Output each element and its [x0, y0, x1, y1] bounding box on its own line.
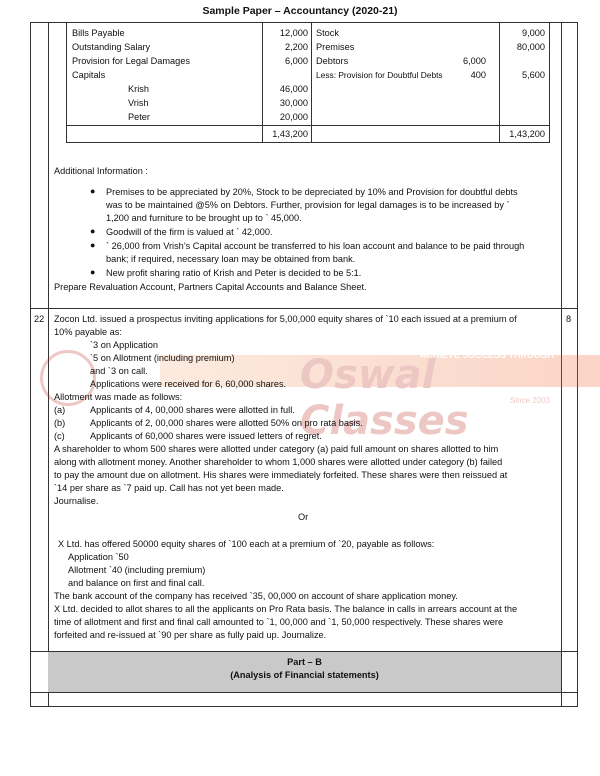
category-label: (b) [54, 418, 66, 428]
part-b-subtitle: (Analysis of Financial statements) [230, 670, 379, 680]
watermark-brand: Oswal Classes [300, 352, 469, 444]
category-label: (c) [54, 431, 65, 441]
total-assets: 1,43,200 [509, 129, 545, 139]
part-b-title: Part – B [287, 657, 322, 667]
question-text: forfeited and re-issued at `90 per share as fully paid up. Journalize. [54, 630, 327, 640]
question-text: Allotment was made as follows: [54, 392, 183, 402]
liability-amount: 2,200 [285, 42, 308, 52]
frame-left [30, 22, 31, 706]
frame-qno-divider [48, 22, 49, 706]
liability-amount: 6,000 [285, 56, 308, 66]
question-text: A shareholder to whom 500 shares were allotted under category (a) paid full amount on shares allotted to him [54, 444, 499, 454]
liability-label: Provision for Legal Damages [72, 56, 190, 66]
partner-name: Vrish [128, 98, 149, 108]
provision-inner-amount: 400 [470, 70, 486, 80]
frame-marks-divider [561, 22, 562, 706]
category-text: Applicants of 4, 00,000 shares were allotted in full. [90, 405, 295, 415]
info-text: Premises to be appreciated by 20%, Stock to be depreciated by 10% and Provision for doubtful debts [106, 187, 518, 197]
question-text: along with allotment money. Another shareholder to whom 1,000 shares were allotted under category (b) failed [54, 457, 503, 467]
category-text: Applicants of 2, 00,000 shares were allotted 50% on pro rata basis. [90, 418, 363, 428]
question-text: Zocon Ltd. issued a prospectus inviting applications for 5,00,000 equity shares of `10 each issued at a premium of [54, 314, 517, 324]
payment-line: and balance on first and final call. [68, 578, 205, 588]
partner-name: Krish [128, 84, 149, 94]
partner-capital: 20,000 [279, 112, 308, 122]
category-label: (a) [54, 405, 66, 415]
additional-info-heading: Additional Information : [54, 166, 148, 176]
info-text: New profit sharing ratio of Krish and Peter is decided to be 5:1. [106, 268, 362, 278]
asset-amount: 80,000 [516, 42, 545, 52]
question-text: Journalise. [54, 496, 99, 506]
payment-line: `5 on Allotment (including premium) [90, 353, 235, 363]
liability-label: Capitals [72, 70, 106, 80]
asset-label: Debtors [316, 56, 349, 66]
frame-top [30, 22, 578, 23]
payment-line: Allotment `40 (including premium) [68, 565, 206, 575]
row-divider [30, 692, 578, 693]
bullet-icon: ● [90, 267, 96, 277]
question-text: `14 per share as `7 paid up. Call has not yet been made. [54, 483, 284, 493]
liability-amount: 12,000 [279, 28, 308, 38]
info-text: Goodwill of the firm is valued at ` 42,000. [106, 227, 273, 237]
frame-bottom [30, 706, 578, 707]
category-text: Applicants of 60,000 shares were issued letters of regret. [90, 431, 322, 441]
question-text: to pay the amount due on allotment. His shares were immediately forfeited. These shares were then reissued at [54, 470, 508, 480]
total-liabilities: 1,43,200 [272, 129, 308, 139]
bullet-icon: ● [90, 226, 96, 236]
asset-label: Stock [316, 28, 339, 38]
question-text: time of allotment and first and final call amounted to `1, 00,000 and `1, 50,000 respectively. These shares were [54, 617, 504, 627]
question-text: Applications were received for 6, 60,000 shares. [90, 379, 287, 389]
watermark-since: Since 2003 [510, 396, 551, 405]
question-text: 10% payable as: [54, 327, 122, 337]
info-text: 1,200 and furniture to be brought up to ` 45,000. [106, 213, 302, 223]
partner-name: Peter [128, 112, 150, 122]
debtors-inner-amount: 6,000 [463, 56, 486, 66]
payment-line: Application `50 [68, 552, 129, 562]
partner-capital: 30,000 [279, 98, 308, 108]
frame-right [577, 22, 578, 706]
row-divider [30, 308, 578, 309]
question-text: The bank account of the company has received `35, 00,000 on account of share application money. [54, 591, 458, 601]
question-text: X Ltd. has offered 50000 equity shares of `100 each at a premium of `20, payable as follows: [58, 539, 435, 549]
watermark-tagline: ACHIEVE SUCCESS THROUGH [420, 350, 555, 360]
asset-label: Premises [316, 42, 355, 52]
info-text: was to be maintained @5% on Debtors. Further, provision for legal damages is to be increased by ` [106, 200, 510, 210]
asset-amount: 5,600 [522, 70, 545, 80]
page-header: Sample Paper – Accountancy (2020-21) [202, 5, 398, 17]
liability-label: Bills Payable [72, 28, 125, 38]
question-text: X Ltd. decided to allot shares to all the applicants on Pro Rata basis. The balance in calls in arrears account at the [54, 604, 518, 614]
payment-line: and `3 on call. [90, 366, 148, 376]
liability-label: Outstanding Salary [72, 42, 151, 52]
info-text: bank; if required, necessary loan may be obtained from bank. [106, 254, 356, 264]
payment-line: `3 on Application [90, 340, 158, 350]
partner-capital: 46,000 [279, 84, 308, 94]
info-instruction: Prepare Revaluation Account, Partners Capital Accounts and Balance Sheet. [54, 282, 367, 292]
or-separator: Or [298, 512, 309, 522]
question-number: 22 [34, 314, 45, 324]
question-marks: 8 [566, 314, 572, 324]
bullet-icon: ● [90, 240, 96, 250]
bullet-icon: ● [90, 186, 96, 196]
asset-amount: 9,000 [522, 28, 545, 38]
asset-label: Less: Provision for Doubtful Debts [316, 70, 443, 80]
info-text: ` 26,000 from Vrish’s Capital account be transferred to his loan account and balance to be paid through [106, 241, 525, 251]
